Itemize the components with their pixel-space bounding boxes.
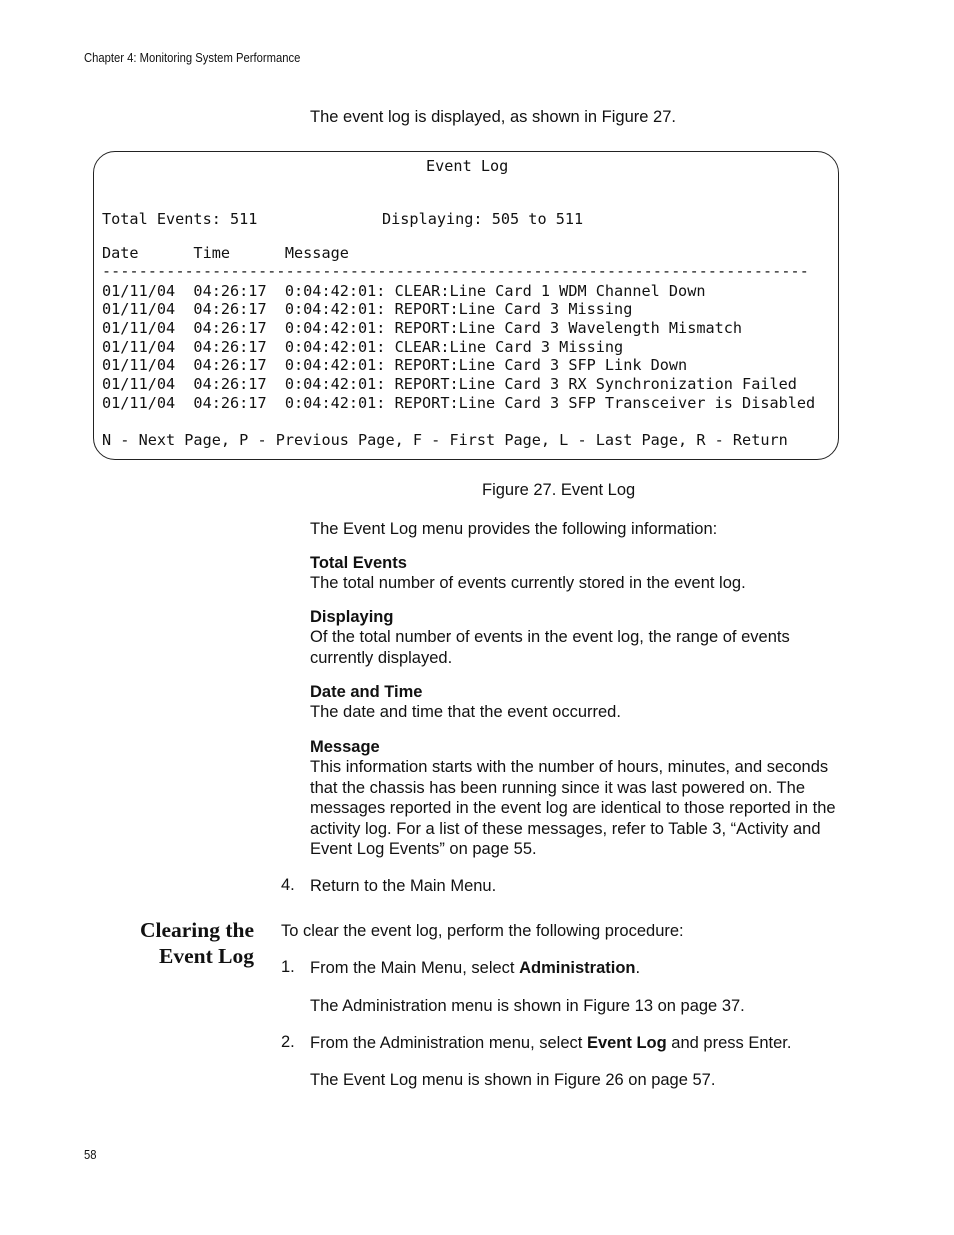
menu-option-name: Administration — [519, 959, 636, 977]
menu-intro: The Event Log menu provides the following information: — [310, 520, 718, 538]
event-row: 01/11/04 04:26:17 0:04:42:01: CLEAR:Line Card 3 Missing — [102, 338, 624, 356]
event-row: 01/11/04 04:26:17 0:04:42:01: REPORT:Line Card 3 RX Synchronization Failed — [102, 375, 797, 393]
intro-text: The event log is displayed, as shown in Figure 27. — [310, 108, 676, 126]
definition-term: Date and Time — [310, 683, 423, 701]
step-number: 4. — [281, 876, 295, 894]
step-text-part: . — [635, 959, 641, 977]
step-text-part: and press Enter. — [666, 1034, 792, 1052]
step-note: The Administration menu is shown in Figure 13 on page 37. — [310, 997, 745, 1015]
definition-desc: Of the total number of events in the event log, the range of events currently displayed. — [310, 628, 790, 667]
section-heading — [140, 917, 254, 969]
step-text — [310, 958, 840, 978]
event-row: 01/11/04 04:26:17 0:04:42:01: REPORT:Line Card 3 Missing — [102, 300, 633, 318]
running-header: Chapter 4: Monitoring System Performance — [84, 51, 301, 65]
step-text: Return to the Main Menu. — [310, 877, 497, 895]
separator-line: ----------------------------------------------------------------------------- — [102, 262, 809, 280]
event-row: 01/11/04 04:26:17 0:04:42:01: REPORT:Line Card 3 Wavelength Mismatch — [102, 319, 743, 337]
event-row: 01/11/04 04:26:17 0:04:42:01: CLEAR:Line Card 1 WDM Channel Down — [102, 282, 706, 300]
step-number: 2. — [281, 1033, 295, 1051]
section-heading-line: Event Log — [159, 944, 254, 968]
step-text-part: From the Administration menu, select — [310, 1034, 587, 1052]
column-headers: Date Time Message — [102, 244, 349, 262]
definition-message — [310, 737, 840, 859]
figure-caption: Figure 27. Event Log — [482, 481, 636, 499]
definition-term: Total Events — [310, 554, 407, 572]
page-number: 58 — [84, 1148, 97, 1162]
step-note: The Event Log menu is shown in Figure 26 on page 57. — [310, 1071, 716, 1089]
section-intro: To clear the event log, perform the following procedure: — [281, 922, 684, 940]
definition-desc: This information starts with the number of hours, minutes, and seconds that the chassis has been running since it was last powered on. The messages reported in the event log are identical to those reported in the activity log. For a list of these messages, refer to Table 3, “Activity and Event Log Events” on page 55. — [310, 758, 836, 859]
definition-total-events — [310, 553, 840, 594]
navigation-footer: N - Next Page, P - Previous Page, F - First Page, L - Last Page, R - Return — [102, 431, 788, 449]
menu-option-name: Event Log — [586, 1034, 667, 1052]
step-number: 1. — [281, 958, 295, 976]
screen-title: Event Log — [426, 157, 509, 175]
definition-displaying — [310, 607, 840, 668]
definition-date-time — [310, 682, 840, 723]
event-row: 01/11/04 04:26:17 0:04:42:01: REPORT:Line Card 3 SFP Transceiver is Disabled — [102, 394, 816, 412]
section-heading-line: Clearing the — [139, 918, 254, 942]
displaying-readout: Displaying: 505 to 511 — [382, 210, 584, 228]
definition-term: Displaying — [310, 608, 394, 626]
step-text — [310, 1033, 840, 1053]
definition-desc: The date and time that the event occurred. — [310, 703, 621, 722]
total-events-readout: Total Events: 511 — [102, 210, 258, 228]
definition-desc: The total number of events currently stored in the event log. — [310, 574, 746, 593]
step-text-part: From the Main Menu, select — [310, 959, 520, 977]
event-row: 01/11/04 04:26:17 0:04:42:01: REPORT:Line Card 3 SFP Link Down — [102, 356, 688, 374]
definition-term: Message — [310, 738, 380, 756]
